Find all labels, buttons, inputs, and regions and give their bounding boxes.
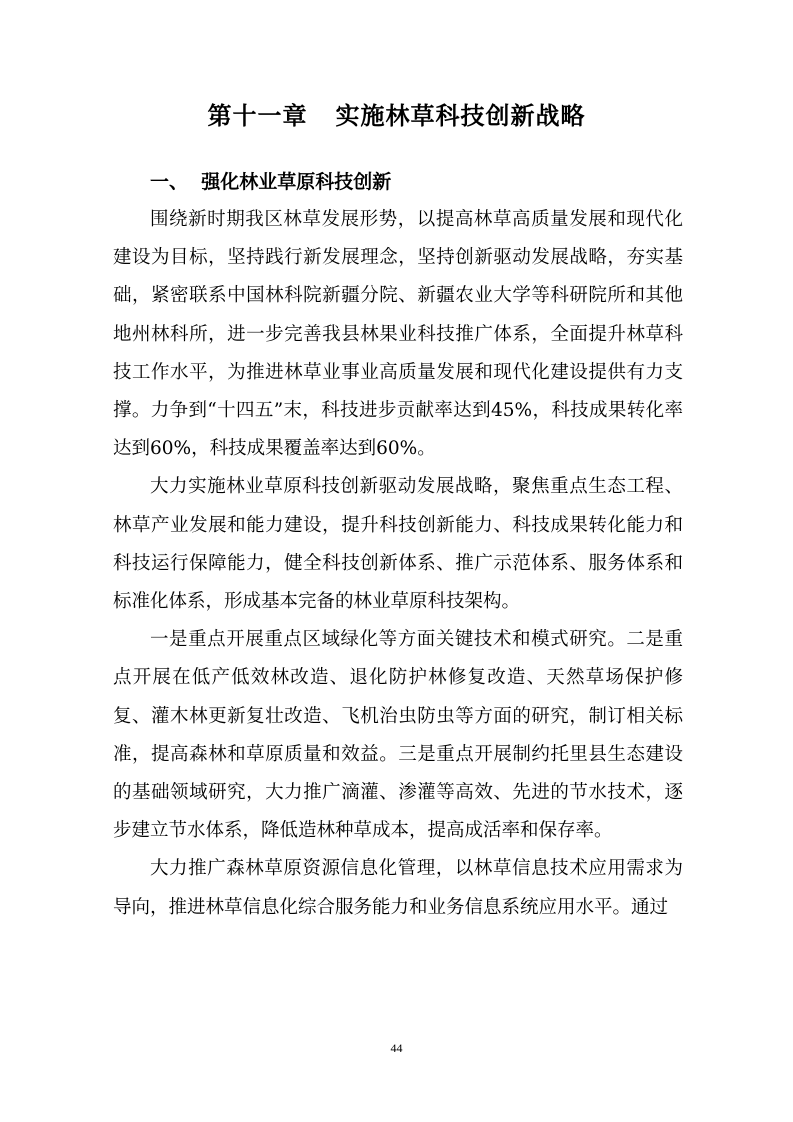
paragraph: 大力实施林业草原科技创新驱动发展战略，聚焦重点生态工程、林草产业发展和能力建设，提升科技创新能力、科技成果转化能力和科技运行保障能力，健全科技创新体系、推广示范体系、服务体系和标准化体系，形成基本完备的林业草原科技架构。 [113,476,683,613]
paragraph: 大力推广森林草原资源信息化管理，以林草信息技术应用需求为导向，推进林草信息化综合服务能力和业务信息系统应用水平。通过 [113,858,683,918]
page-number: 44 [390,1041,403,1055]
chapter-title: 第十一章 实施林草科技创新战略 [207,102,586,130]
section-heading: 一、 强化林业草原科技创新 [150,171,392,193]
paragraph: 围绕新时期我区林草发展形势，以提高林草高质量发展和现代化建设为目标，坚持践行新发展理念，坚持创新驱动发展战略，夯实基础，紧密联系中国林科院新疆分院、新疆农业大学等科研院所和其他地州林科所，进一步完善我县林果业科技推广体系，全面提升林草科技工作水平，为推进林草业事业高质量发展和现代化建设提供有力支撑。力争到“十四五”末，科技进步贡献率达到45%，科技成果转化率达到60%，科技成果覆盖率达到60%。 [113,209,683,460]
body-text [113,201,683,927]
paragraph: 一是重点开展重点区域绿化等方面关键技术和模式研究。二是重点开展在低产低效林改造、退化防护林修复改造、天然草场保护修复、灌木林更新复壮改造、飞机治虫防虫等方面的研究，制订相关标准，提高森林和草原质量和效益。三是重点开展制约托里县生态建设的基础领域研究，大力推广滴灌、渗灌等高效、先进的节水技术，逐步建立节水体系，降低造林种草成本，提高成活率和保存率。 [113,629,683,842]
